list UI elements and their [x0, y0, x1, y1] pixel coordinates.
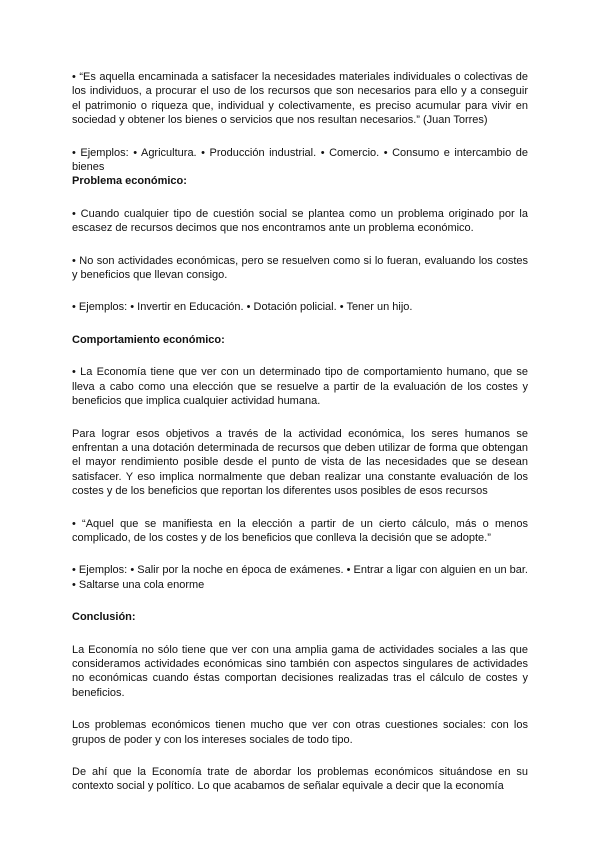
conclusion-paragraph-2: Los problemas económicos tienen mucho que ver con otras cuestiones sociales: con los grupos de poder y con los intereses sociales de todo tipo.	[72, 719, 528, 746]
conclusion-paragraph-1: La Economía no sólo tiene que ver con una amplia gama de actividades sociales a las que consideramos actividades económicas sino también con aspectos singulares de actividades no económicas cuando éstas comportan decisiones realizadas tras el cálculo de costes y beneficios.	[72, 643, 528, 699]
behavior-paragraph-2: Para lograr esos objetivos a través de la actividad económica, los seres humanos se enfrentan a una dotación determinada de recursos que deben utilizar de forma que obtengan el mayor rendimiento posible desde el punto de vista de las necesidades que se desean satisfacer. Y eso implica normalmente que deban realizar una constante evaluación de los costes y de los beneficios que reportan los diferentes usos posibles de esos recursos	[72, 427, 528, 498]
heading-conclusion: Conclusión:	[72, 611, 136, 624]
problem-paragraph-1: • Cuando cualquier tipo de cuestión social se plantea como un problema originado por la escasez de recursos decimos que nos encontramos ante un problema económico.	[72, 207, 528, 235]
conclusion-paragraph-3: De ahí que la Economía trate de abordar los problemas económicos situándose en su contexto social y político. Lo que acabamos de señalar equivale a decir que la economía	[72, 766, 528, 793]
heading-comportamiento-economico: Comportamiento económico:	[72, 333, 225, 346]
examples-behavior: • Ejemplos: • Salir por la noche en época de exámenes. • Entrar a ligar con alguien en un bar. • Saltarse una cola enorme	[72, 564, 528, 591]
behavior-quote: • “Aquel que se manifiesta en la elección a partir de un cierto cálculo, más o menos complicado, de los costes y de los beneficios que conlleva la decisión que se adopte.”	[72, 517, 528, 544]
problem-paragraph-2: • No son actividades económicas, pero se resuelven como si lo fueran, evaluando los costes y beneficios que llevan consigo.	[72, 254, 528, 282]
heading-problema-economico: Problema económico:	[72, 175, 187, 188]
examples-problem: • Ejemplos: • Invertir en Educación. • Dotación policial. • Tener un hijo.	[72, 301, 413, 314]
behavior-paragraph-1: • La Economía tiene que ver con un determinado tipo de comportamiento humano, que se lleva a cabo como una elección que se resuelve a partir de la evaluación de los costes y beneficios que implica cualquier actividad humana.	[72, 366, 528, 408]
quote-definition: • “Es aquella encaminada a satisfacer la necesidades materiales individuales o colectivas de los individuos, a procurar el uso de los recursos que son necesarios para ello y a conseguir el patrimonio o riqueza que, individual y colectivamente, es preciso acumular para vivir en sociedad y obtener los bienes o servicios que nos resultan necesarios.” (Juan Torres)	[72, 71, 528, 127]
examples-economic-activity: • Ejemplos: • Agricultura. • Producción industrial. • Comercio. • Consumo e intercambio de bienes	[72, 146, 528, 174]
